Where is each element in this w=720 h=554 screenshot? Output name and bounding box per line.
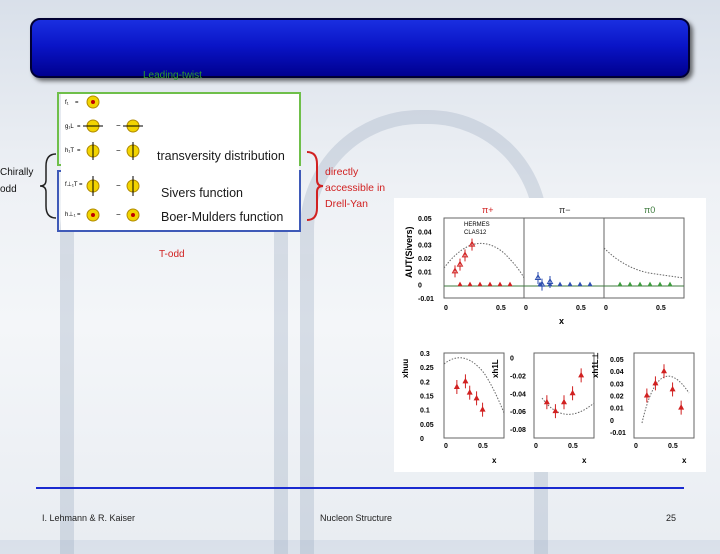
data-point [508, 282, 513, 287]
data-point [552, 408, 558, 414]
model-curve [542, 398, 594, 414]
data-point [648, 282, 653, 287]
directly-label: directly [325, 166, 359, 178]
y-axis-label: xhuu [401, 358, 410, 378]
tick-label: -0.08 [510, 427, 526, 435]
tick-label: 0.01 [610, 405, 624, 413]
tick-label: 0.5 [568, 443, 578, 450]
tick-label: 0.5 [656, 305, 666, 312]
y-axis-label: AUT(Sivers) [404, 226, 414, 278]
x-axis-label: x [492, 456, 497, 465]
fn-label: f₁ [65, 100, 69, 106]
data-point [467, 389, 473, 395]
tick-label: -0.01 [610, 429, 626, 437]
tick-label: 0.04 [610, 369, 624, 377]
tick-label: 0 [418, 282, 422, 290]
tick-label: 0 [534, 443, 538, 450]
x-axis-label: x [582, 456, 587, 465]
quark-dot-icon [91, 100, 95, 104]
tick-label: 0.5 [668, 443, 678, 450]
panel-label: π0 [644, 205, 656, 215]
data-point [661, 368, 667, 374]
data-point [570, 390, 576, 396]
tick-label: 0 [524, 305, 528, 312]
data-point [588, 282, 593, 287]
accessible-label: accessible in [325, 182, 386, 194]
tick-label: -0.01 [418, 296, 434, 303]
tick-label: 0 [634, 443, 638, 450]
fn-label: h₁T [65, 148, 75, 154]
data-point [670, 386, 676, 392]
panel-label: π+ [482, 205, 494, 215]
minus-sign: − [116, 146, 121, 155]
tick-label: 0.04 [418, 229, 432, 237]
tick-label: 0 [444, 305, 448, 312]
tick-label: 0 [444, 443, 448, 450]
data-point [658, 282, 663, 287]
y-axis-label: xh1L⊥ [591, 352, 600, 378]
tick-label: 0 [420, 436, 424, 443]
asymmetry-plots [394, 198, 706, 472]
quark-dot-icon [131, 213, 135, 217]
data-point [561, 399, 567, 405]
tick-label: 0.01 [418, 269, 432, 277]
right-bracket-icon [305, 150, 327, 222]
footer-rule [36, 487, 684, 489]
tick-label: 0.02 [610, 393, 624, 401]
fn-label: h⊥₁ [65, 212, 76, 218]
minus-sign: − [116, 181, 121, 190]
y-axis-label: xh1L [491, 359, 500, 378]
data-point [498, 282, 503, 287]
tick-label: 0.1 [420, 407, 430, 415]
equals-sign: = [77, 212, 81, 218]
title-bar [30, 18, 690, 78]
tick-label: 0.05 [610, 357, 624, 365]
tick-label: 0.03 [418, 242, 432, 250]
data-point [578, 372, 584, 378]
equals-sign: = [79, 182, 83, 188]
data-point [644, 392, 650, 398]
panel-label: π− [559, 205, 571, 215]
tick-label: -0.02 [510, 373, 526, 381]
tick-label: 0.5 [496, 305, 506, 312]
page-number: 25 [666, 513, 677, 523]
tick-label: 0.5 [478, 443, 488, 450]
tick-label: 0 [510, 355, 514, 363]
fn-label: g₁L [65, 124, 74, 130]
transversity-label: transversity distribution [157, 149, 285, 163]
model-curve [604, 248, 684, 278]
data-point [638, 282, 643, 287]
chirally-label: Chirally [0, 167, 34, 178]
data-point [618, 282, 623, 287]
tick-label: 0.05 [418, 216, 432, 223]
minus-sign: − [116, 121, 121, 130]
odd-label: odd [0, 184, 17, 195]
tick-label: -0.06 [510, 409, 526, 417]
tick-label: 0.05 [420, 421, 434, 429]
data-point [628, 282, 633, 287]
data-point [454, 384, 460, 390]
model-curve [642, 376, 689, 423]
footer-authors: I. Lehmann & R. Kaiser [42, 513, 136, 523]
tick-label: 0 [610, 417, 614, 425]
tick-label: 0.15 [420, 393, 434, 401]
quark-dot-icon [91, 213, 95, 217]
equals-sign: = [75, 100, 79, 106]
data-point [480, 406, 486, 412]
left-bracket-icon [38, 150, 58, 222]
tick-label: 0.3 [420, 351, 430, 358]
minus-sign: − [116, 210, 121, 219]
tick-label: 0.2 [420, 379, 430, 387]
leading-twist-label: Leading-twist [143, 70, 202, 81]
equals-sign: = [77, 148, 81, 154]
tick-label: 0.02 [418, 256, 432, 263]
data-point [558, 282, 563, 287]
t-odd-label: T-odd [159, 249, 185, 260]
legend-entry: CLAS12 [464, 230, 487, 236]
footer-topic: Nucleon Structure [320, 513, 393, 523]
data-point [578, 282, 583, 287]
data-point [668, 282, 673, 287]
tick-label: 0.5 [576, 305, 586, 312]
data-point [458, 282, 463, 287]
x-axis-label: x [682, 456, 687, 465]
data-point [478, 282, 483, 287]
data-point [462, 378, 468, 384]
tick-label: 0.25 [420, 365, 434, 373]
sivers-label: Sivers function [161, 186, 243, 200]
data-point [678, 404, 684, 410]
x-axis-label: x [559, 316, 565, 326]
legend-entry: HERMES [464, 222, 490, 228]
data-point [468, 282, 473, 287]
tick-label: -0.04 [510, 391, 526, 399]
drell-yan-label: Drell-Yan [325, 198, 368, 210]
boer-mulders-label: Boer-Mulders function [161, 210, 284, 224]
tick-label: 0 [604, 305, 608, 312]
equals-sign: = [77, 124, 81, 130]
data-point [568, 282, 573, 287]
data-point [488, 282, 493, 287]
data-point [474, 395, 480, 401]
plot-panel [394, 198, 706, 472]
tick-label: 0.03 [610, 381, 624, 389]
fn-label: f⊥₁T [65, 182, 78, 188]
